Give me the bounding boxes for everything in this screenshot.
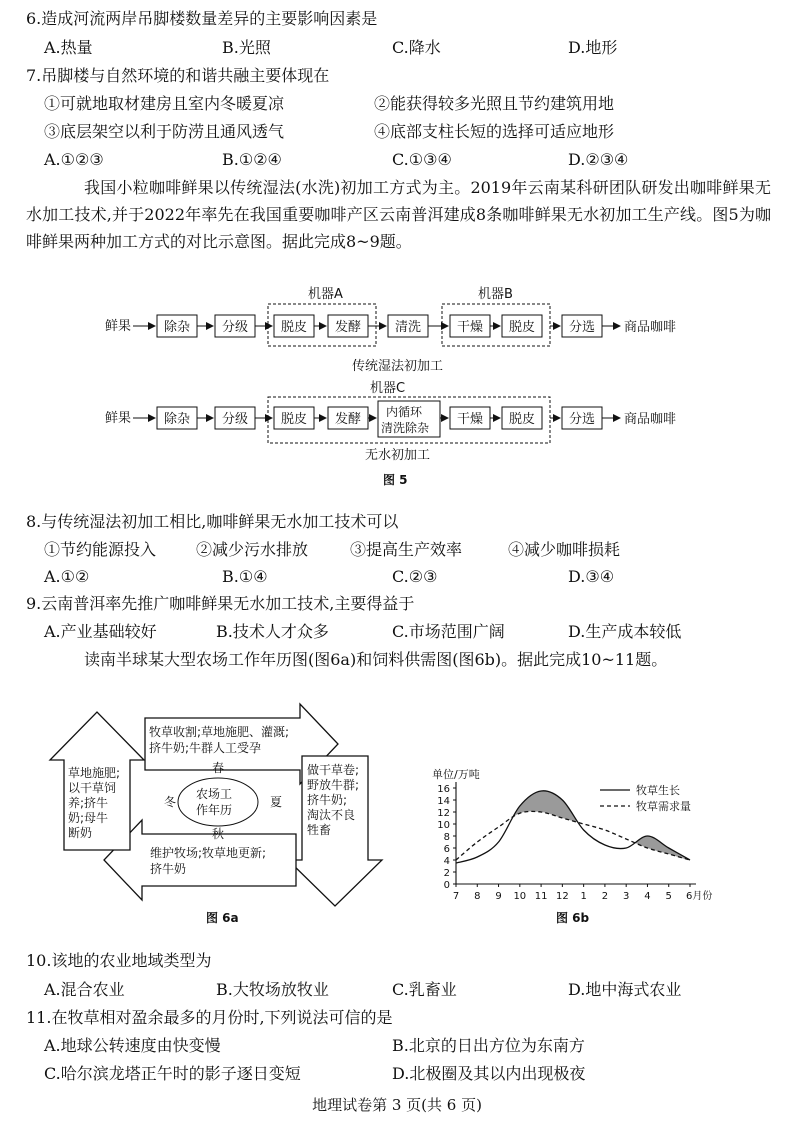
x-tick-label: 10 bbox=[513, 891, 527, 902]
q11-option-b[interactable]: B.北京的日出方位为东南方 bbox=[392, 1036, 585, 1055]
row2-caption: 无水初加工 bbox=[365, 448, 431, 463]
svg-text:干燥: 干燥 bbox=[457, 412, 484, 427]
x-tick-label: 2 bbox=[601, 891, 609, 902]
q10-stem: 10.该地的农业地域类型为 bbox=[26, 951, 212, 970]
legend-demand: 牧草需求量 bbox=[636, 800, 691, 813]
x-tick-label: 5 bbox=[665, 891, 672, 902]
x-tick-label: 1 bbox=[580, 891, 587, 902]
q10-option-a[interactable]: A.混合农业 bbox=[44, 980, 125, 999]
svg-text:干燥: 干燥 bbox=[457, 320, 484, 335]
q9-option-c[interactable]: C.市场范围广阔 bbox=[392, 622, 505, 641]
season-spring: 春 bbox=[212, 761, 225, 775]
svg-text:除杂: 除杂 bbox=[164, 320, 191, 335]
q7-stem: 7.吊脚楼与自然环境的和谐共融主要体现在 bbox=[26, 66, 330, 85]
q11-option-a[interactable]: A.地球公转速度由快变慢 bbox=[44, 1036, 221, 1055]
x-tick-label: 11 bbox=[534, 891, 548, 902]
svg-text:分级: 分级 bbox=[222, 412, 249, 427]
svg-text:发酵: 发酵 bbox=[335, 412, 362, 427]
svg-text:农场工: 农场工 bbox=[196, 787, 233, 801]
row2-end: 商品咖啡 bbox=[624, 412, 677, 427]
figure-6a-label: 图 6a bbox=[206, 911, 239, 925]
svg-text:脱皮: 脱皮 bbox=[509, 320, 536, 335]
svg-text:清洗: 清洗 bbox=[395, 320, 422, 335]
q10-option-b[interactable]: B.大牧场放牧业 bbox=[216, 980, 329, 999]
season-winter: 冬 bbox=[164, 795, 177, 809]
x-tick-label: 3 bbox=[622, 891, 630, 902]
machine-c-label: 机器C bbox=[370, 381, 406, 396]
svg-text:脱皮: 脱皮 bbox=[281, 320, 308, 335]
legend-growth: 牧草生长 bbox=[636, 784, 680, 797]
q11-stem: 11.在牧草相对盈余最多的月份时,下列说法可信的是 bbox=[26, 1008, 393, 1027]
q7-option-a[interactable]: A.①②③ bbox=[44, 150, 104, 169]
q7-statement-3: ③底层架空以利于防涝且通风透气 bbox=[44, 122, 285, 141]
svg-text:分选: 分选 bbox=[569, 320, 596, 335]
q8-option-d[interactable]: D.③④ bbox=[568, 567, 615, 586]
svg-text:奶;母牛: 奶;母牛 bbox=[68, 811, 109, 825]
row1-caption: 传统湿法初加工 bbox=[352, 359, 444, 374]
svg-text:分选: 分选 bbox=[569, 412, 596, 427]
row1-start: 鲜果 bbox=[105, 319, 132, 334]
season-autumn: 秋 bbox=[212, 827, 225, 841]
figure-6b-label: 图 6b bbox=[556, 911, 590, 925]
q11-option-c[interactable]: C.哈尔滨龙塔正午时的影子逐日变短 bbox=[44, 1064, 301, 1083]
q9-option-d[interactable]: D.生产成本较低 bbox=[568, 622, 682, 641]
q7-statement-4: ④底部支柱长短的选择可适应地形 bbox=[374, 122, 615, 141]
svg-text:分级: 分级 bbox=[222, 320, 249, 335]
svg-text:维护牧场;牧草地更新;: 维护牧场;牧草地更新; bbox=[150, 846, 267, 860]
q8-stem: 8.与传统湿法初加工相比,咖啡鲜果无水加工技术可以 bbox=[26, 512, 399, 531]
q8-option-b[interactable]: B.①④ bbox=[222, 567, 268, 586]
svg-text:以干草饲: 以干草饲 bbox=[68, 781, 117, 795]
y-tick-label: 8 bbox=[443, 832, 450, 843]
x-tick-label: 7 bbox=[452, 891, 460, 902]
svg-text:内循环: 内循环 bbox=[386, 405, 423, 419]
svg-text:牲畜: 牲畜 bbox=[307, 823, 332, 837]
machine-b-label: 机器B bbox=[478, 287, 513, 302]
y-tick-label: 10 bbox=[437, 820, 450, 831]
figure-5-label: 图 5 bbox=[383, 473, 408, 487]
q8-statement-3: ③提高生产效率 bbox=[350, 540, 463, 559]
q8-statement-2: ②减少污水排放 bbox=[196, 540, 309, 559]
y-tick-label: 0 bbox=[443, 880, 450, 891]
q8-statement-1: ①节约能源投入 bbox=[44, 540, 157, 559]
q8-option-a[interactable]: A.①② bbox=[44, 567, 90, 586]
svg-text:牧草收割;草地施肥、灌溉;: 牧草收割;草地施肥、灌溉; bbox=[149, 725, 290, 739]
q7-option-c[interactable]: C.①③④ bbox=[392, 150, 452, 169]
page-footer: 地理试卷第 3 页(共 6 页) bbox=[312, 1096, 482, 1114]
q9-stem: 9.云南普洱率先推广咖啡鲜果无水加工技术,主要得益于 bbox=[26, 594, 415, 613]
q7-statement-2: ②能获得较多光照且节约建筑用地 bbox=[374, 94, 615, 113]
svg-text:挤牛奶;牛群人工受孕: 挤牛奶;牛群人工受孕 bbox=[149, 741, 262, 755]
svg-text:淘汰不良: 淘汰不良 bbox=[307, 808, 356, 822]
x-tick-label: 8 bbox=[474, 891, 481, 902]
y-tick-label: 12 bbox=[437, 808, 450, 819]
svg-text:挤牛奶;: 挤牛奶; bbox=[307, 793, 348, 807]
passage-farm: 读南半球某大型农场工作年历图(图6a)和饲料供需图(图6b)。据此完成10~11题。 bbox=[84, 650, 668, 669]
season-summer: 夏 bbox=[270, 795, 283, 809]
svg-text:挤牛奶: 挤牛奶 bbox=[150, 862, 187, 876]
svg-text:发酵: 发酵 bbox=[335, 320, 362, 335]
svg-text:养;挤牛: 养;挤牛 bbox=[68, 796, 109, 810]
svg-text:断奶: 断奶 bbox=[68, 826, 93, 840]
q7-option-b[interactable]: B.①②④ bbox=[222, 150, 282, 169]
q6-option-d[interactable]: D.地形 bbox=[568, 38, 618, 57]
passage-coffee: 我国小粒咖啡鲜果以传统湿法(水洗)初加工方式为主。2019年云南某科研团队研发出咖啡鲜果无水加工技术,并于2022年率先在我国重要咖啡产区云南普洱建成8条咖啡鲜果无水初加工生产线。图5为咖啡鲜果两种加工方式的对比示意图。据此完成8~9题。 bbox=[26, 178, 771, 251]
chart-ylabel: 单位/万吨 bbox=[432, 768, 480, 781]
x-tick-label: 6月份 bbox=[686, 891, 713, 902]
y-tick-label: 16 bbox=[437, 784, 450, 795]
svg-text:作年历: 作年历 bbox=[196, 803, 233, 817]
y-tick-label: 4 bbox=[443, 856, 450, 867]
machine-a-label: 机器A bbox=[308, 287, 343, 302]
q8-option-c[interactable]: C.②③ bbox=[392, 567, 438, 586]
svg-text:脱皮: 脱皮 bbox=[509, 412, 536, 427]
svg-text:野放牛群;: 野放牛群; bbox=[307, 778, 360, 792]
y-tick-label: 2 bbox=[443, 868, 450, 879]
x-tick-label: 9 bbox=[495, 891, 502, 902]
q7-option-d[interactable]: D.②③④ bbox=[568, 150, 629, 169]
q11-option-d[interactable]: D.北极圈及其以内出现极夜 bbox=[392, 1064, 586, 1083]
row2-start: 鲜果 bbox=[105, 411, 132, 426]
q6-option-c[interactable]: C.降水 bbox=[392, 38, 441, 57]
q7-statement-1: ①可就地取材建房且室内冬暖夏凉 bbox=[44, 94, 285, 113]
x-tick-label: 12 bbox=[555, 891, 569, 902]
svg-text:做干草卷;: 做干草卷; bbox=[307, 763, 360, 777]
svg-text:除杂: 除杂 bbox=[164, 412, 191, 427]
q8-statement-4: ④减少咖啡损耗 bbox=[508, 540, 621, 559]
svg-text:草地施肥;: 草地施肥; bbox=[68, 766, 121, 780]
y-tick-label: 14 bbox=[437, 796, 450, 807]
q10-option-c[interactable]: C.乳畜业 bbox=[392, 980, 457, 999]
svg-text:脱皮: 脱皮 bbox=[281, 412, 308, 427]
q9-option-a[interactable]: A.产业基础较好 bbox=[44, 622, 157, 641]
q6-option-b[interactable]: B.光照 bbox=[222, 38, 271, 57]
svg-text:清洗除杂: 清洗除杂 bbox=[381, 421, 430, 435]
q10-option-d[interactable]: D.地中海式农业 bbox=[568, 980, 682, 999]
q6-option-a[interactable]: A.热量 bbox=[44, 38, 93, 57]
q9-option-b[interactable]: B.技术人才众多 bbox=[216, 622, 329, 641]
row1-end: 商品咖啡 bbox=[624, 320, 677, 335]
surplus-area bbox=[635, 836, 689, 860]
q6-stem: 6.造成河流两岸吊脚楼数量差异的主要影响因素是 bbox=[26, 9, 378, 28]
x-tick-label: 4 bbox=[644, 891, 651, 902]
y-tick-label: 6 bbox=[443, 844, 450, 855]
